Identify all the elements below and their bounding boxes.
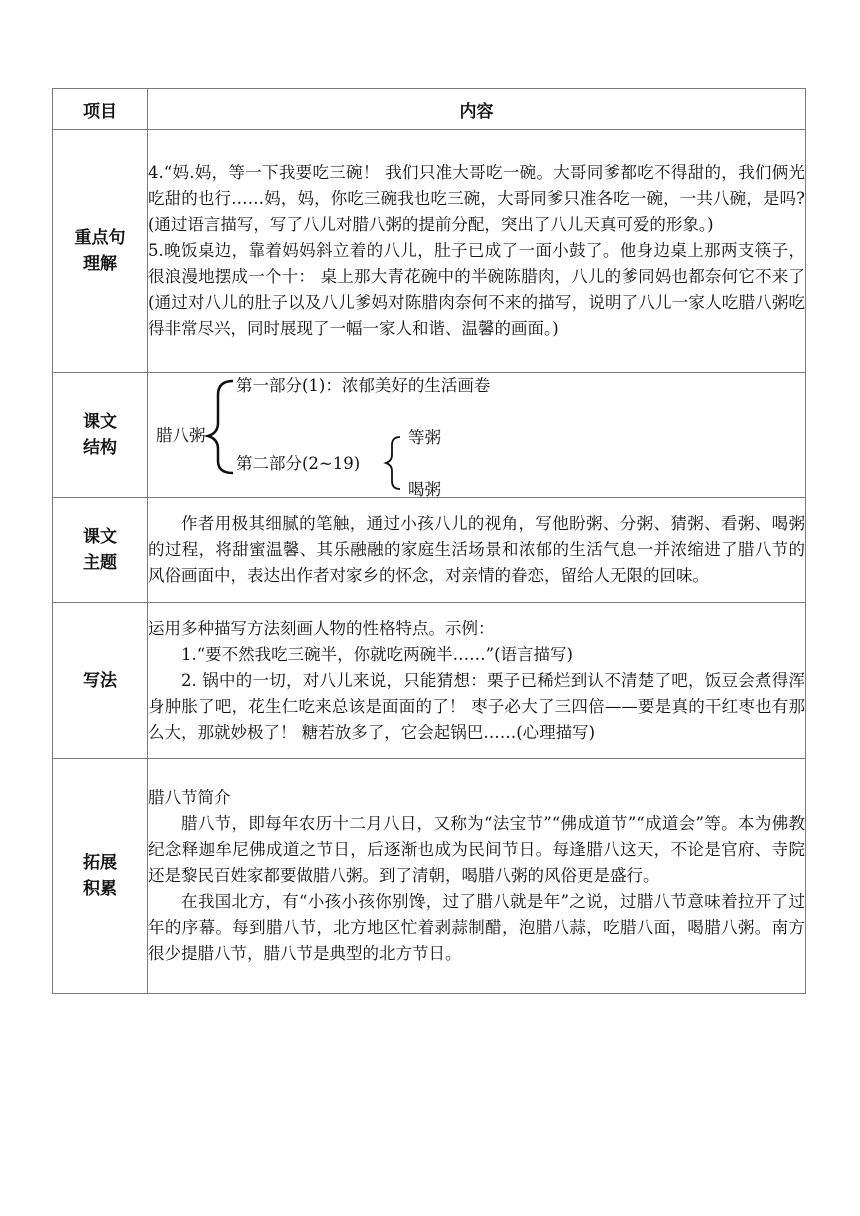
row-label-key-sentences: 重点句 理解: [53, 130, 148, 373]
row-label-extension: 拓展 积累: [53, 759, 148, 994]
lesson-table: [52, 88, 806, 994]
structure-content: [148, 373, 806, 498]
structure-sub2: 喝粥: [408, 480, 441, 499]
extension-para-2: 在我国北方，有“小孩小孩你别馋，过了腊八就是年”之说，过腊八节意味着拉开了过年的序幕。每到腊八节，北方地区忙着剥蒜制醋，泡腊八蒜，吃腊八面，喝腊八粥。南方很少提腊八节，腊八节是典型的北方节日。: [148, 892, 805, 963]
row-key-sentences: [53, 130, 806, 373]
row-extension: [53, 759, 806, 994]
row-label-structure: 课文 结构: [53, 373, 148, 498]
writing-intro: 运用多种描写方法刻画人物的性格特点。示例：: [148, 618, 495, 638]
key-sentence-5: 5.晚饭桌边，靠着妈妈斜立着的八儿，肚子已成了一面小鼓了。他身边桌上那两支筷子，很浪漫地摆成一个十： 桌上那大青花碗中的半碗陈腊肉，八儿的爹同妈也都奈何它不来了 (通过对八儿的肚子以及八儿爹妈对陈腊肉奈何不来的描写，说明了八儿一家人吃腊八粥吃得非常尽兴，同时展现了一幅一家人和谐、温馨的画面。): [148, 241, 805, 338]
writing-example-1: 1.“要不然我吃三碗半，你就吃两碗半……”(语言描写): [181, 644, 573, 664]
key-sentence-4: 4.“妈.妈，等一下我要吃三碗！ 我们只准大哥吃一碗。大哥同爹都吃不得甜的，我们俩光吃甜的也行……妈，妈，你吃三碗我也吃三碗，大哥同爹只准各吃一碗，一共八碗，是吗?(通过语言描写，写了八儿对腊八粥的提前分配，突出了八儿天真可爱的形象。): [148, 163, 805, 234]
row-theme: [53, 498, 806, 603]
extension-para-1: 腊八节，即每年农历十二月八日，又称为“法宝节”“佛成道节”“成道会”等。本为佛教纪念释迦牟尼佛成道之节日，后逐渐也成为民间节日。每逢腊八这天，不论是官府、寺院还是黎民百姓家都要做腊八粥。到了清朝，喝腊八粥的风俗更是盛行。: [148, 814, 805, 885]
row-label-theme: 课文 主题: [53, 498, 148, 603]
theme-text: 作者用极其细腻的笔触，通过小孩八儿的视角，写他盼粥、分粥、猜粥、看粥、喝粥的过程，将甜蜜温馨、其乐融融的家庭生活场景和浓郁的生活气息一并浓缩进了腊八节的风俗画面中，表达出作者对家乡的怀念，对亲情的眷恋，留给人无限的回味。: [148, 514, 805, 585]
structure-part2: 第二部分(2~19): [236, 454, 361, 473]
extension-title: 腊八节简介: [148, 788, 231, 807]
key-sentences-content: [148, 130, 806, 373]
table-header-row: [53, 89, 806, 130]
big-brace: [208, 381, 233, 473]
structure-root: 腊八粥: [156, 426, 206, 445]
extension-content: [148, 759, 806, 994]
structure-sub1: 等粥: [408, 428, 441, 447]
row-structure: [53, 373, 806, 498]
structure-diagram: [148, 373, 805, 497]
row-label-writing: 写法: [53, 603, 148, 759]
writing-content: [148, 603, 806, 759]
structure-part1: 第一部分(1)：浓郁美好的生活画卷: [236, 376, 491, 395]
row-writing: [53, 603, 806, 759]
writing-example-2: 2. 锅中的一切，对八儿来说，只能猜想：栗子已稀烂到认不清楚了吧，饭豆会煮得浑身肿胀了吧，花生仁吃来总该是面面的了！ 枣子必大了三四倍——要是真的干红枣也有那么大，那就妙极了！ 糖若放多了，它会起锅巴……(心理描写): [148, 670, 805, 742]
small-brace: [386, 437, 400, 489]
header-item: 项目: [53, 89, 148, 130]
theme-content: [148, 498, 806, 603]
header-content: 内容: [148, 89, 806, 130]
